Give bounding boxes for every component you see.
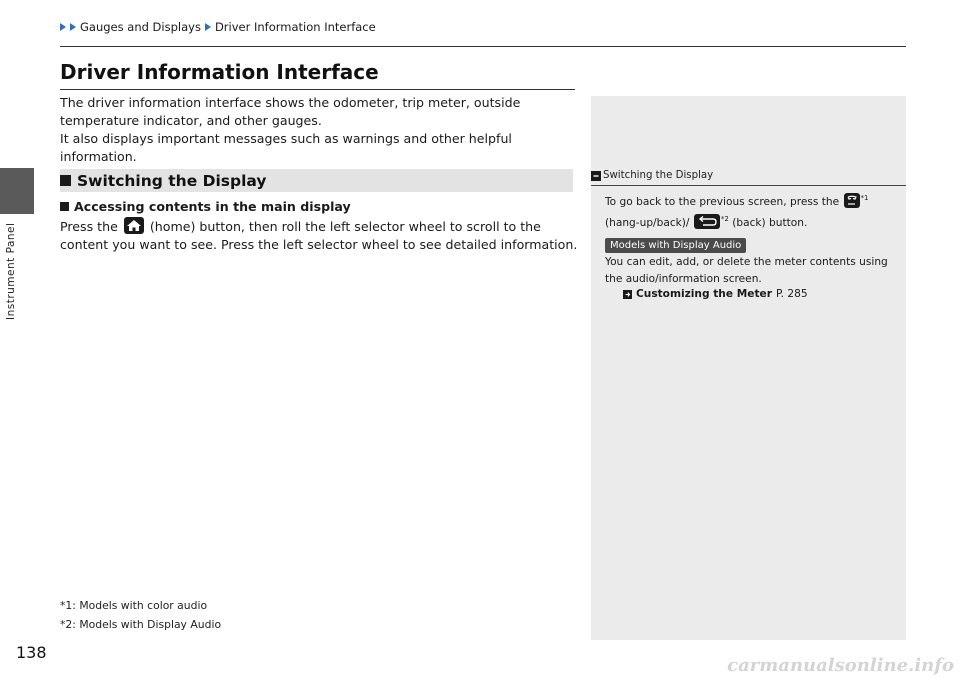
- home-icon: [124, 217, 144, 234]
- breadcrumb-arrow-icon: [60, 23, 66, 31]
- cross-reference-icon: [623, 290, 632, 299]
- models-badge: Models with Display Audio: [605, 238, 746, 253]
- sidebar-heading: [591, 168, 906, 186]
- square-bullet-icon: [60, 202, 69, 211]
- breadcrumb-arrow-icon: [205, 23, 211, 31]
- square-bullet-icon: [60, 175, 71, 186]
- breadcrumb-link-gauges[interactable]: Gauges and Displays: [80, 20, 201, 34]
- subheading-text: Accessing contents in the main display: [74, 199, 351, 214]
- cross-reference[interactable]: [623, 288, 808, 300]
- instructions-paragraph: [60, 217, 580, 254]
- cross-reference-title[interactable]: Customizing the Meter: [636, 288, 772, 300]
- section-header: [60, 169, 573, 192]
- side-tab: [0, 0, 34, 678]
- breadcrumb-link-current[interactable]: Driver Information Interface: [214, 20, 376, 34]
- cross-reference-page[interactable]: P. 285: [775, 288, 808, 300]
- intro-line: The driver information interface shows the odometer, trip meter, outside: [60, 95, 521, 110]
- instructions-text: (home) button, then roll the left selector wheel to scroll to the content you want to see. Press the left selector wheel to see detailed information.: [60, 219, 578, 252]
- breadcrumb: [60, 20, 376, 34]
- page-title: Driver Information Interface: [60, 60, 379, 84]
- footnotes: [60, 596, 221, 634]
- instructions-text: Press the: [60, 219, 118, 234]
- subheading: [60, 199, 351, 214]
- side-tab-label: Instrument Panel: [5, 222, 17, 320]
- sidebar-text: (hang-up/back)/: [605, 217, 690, 229]
- sidebar-heading-text: Switching the Display: [603, 170, 714, 181]
- note-marker-icon: [591, 171, 601, 181]
- intro-line: temperature indicator, and other gauges.: [60, 113, 322, 128]
- intro-paragraph: [60, 94, 580, 166]
- hang-up-back-icon: [844, 193, 860, 208]
- breadcrumb-arrow-icon: [70, 23, 76, 31]
- footnote: *2: Models with Display Audio: [60, 618, 222, 631]
- sidebar-paragraph: [605, 190, 900, 232]
- section-title: Switching the Display: [77, 171, 267, 190]
- footnote-ref: *2: [720, 215, 729, 223]
- intro-line: It also displays important messages such as warnings and other helpful information.: [60, 131, 512, 164]
- title-divider: [60, 89, 575, 90]
- watermark: carmanualsonline.info: [727, 655, 954, 676]
- breadcrumb-divider: [60, 46, 906, 47]
- sidebar-paragraph: You can edit, add, or delete the meter contents using the audio/information screen.: [605, 256, 888, 285]
- back-icon: [694, 214, 720, 229]
- sidebar-text: (back) button.: [732, 217, 808, 229]
- side-tab-marker: [0, 168, 34, 214]
- footnote: *1: Models with color audio: [60, 599, 208, 612]
- sidebar-text: To go back to the previous screen, press the: [605, 196, 840, 208]
- sidebar-divider: [591, 185, 906, 186]
- footnote-ref: *1: [860, 194, 869, 202]
- page-number: 138: [16, 643, 47, 662]
